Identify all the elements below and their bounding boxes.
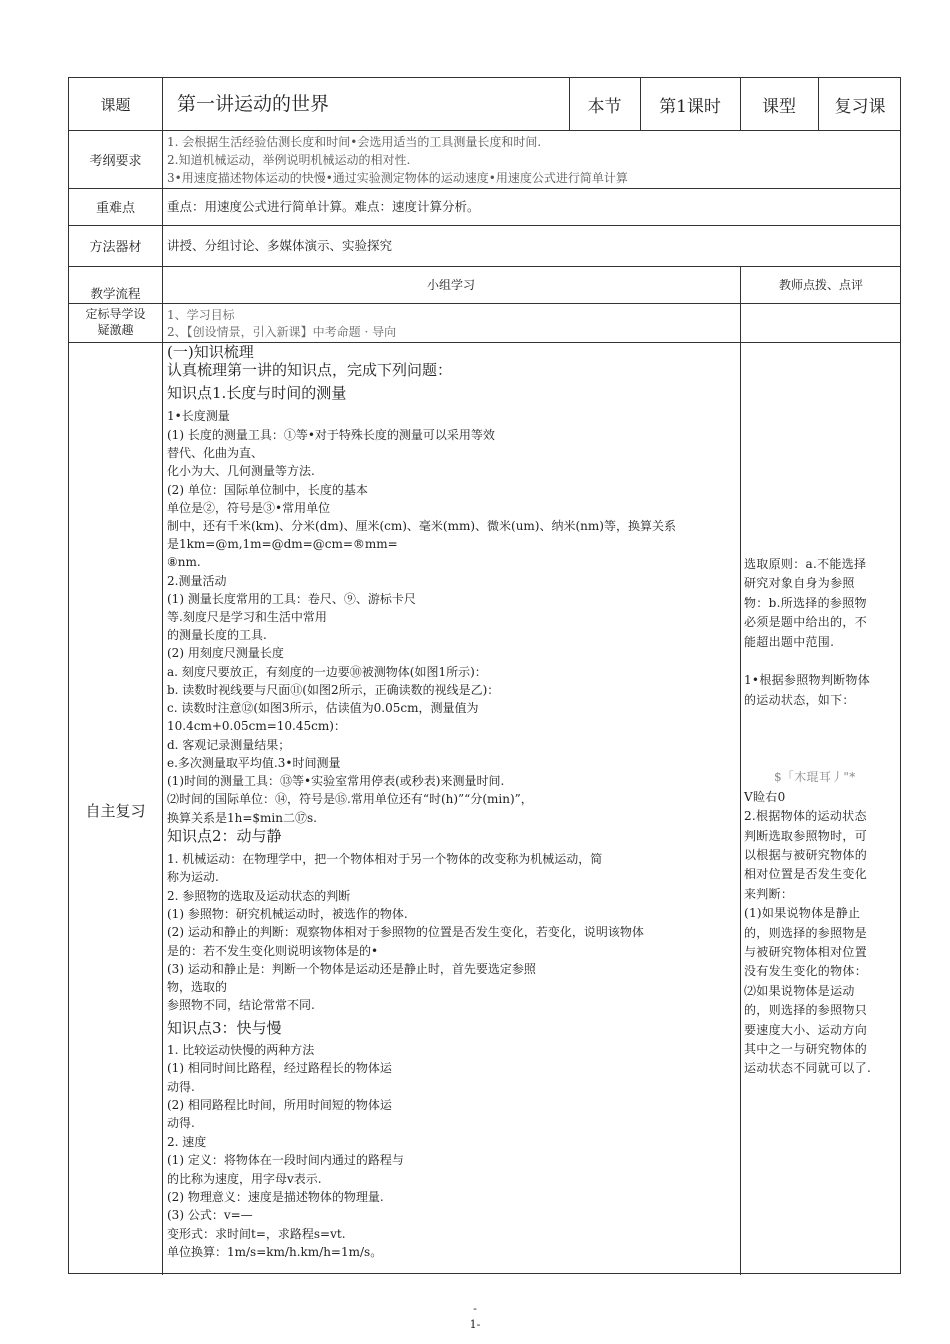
review-line: 变形式：求时间t=，求路程s=vt.	[167, 1227, 346, 1241]
review-line: (2) 用刻度尺测量长度	[167, 646, 284, 660]
lesson-plan-table	[68, 77, 901, 1274]
review-line: 2. 速度	[167, 1135, 207, 1149]
review-line: d. 客观记录测量结果；	[167, 738, 291, 752]
teacher-note-line: 的，则选择的参照物是	[744, 926, 868, 940]
review-line: (1) 测量长度常用的工具：卷尺、⑨、游标卡尺	[167, 592, 416, 606]
teacher-note-line: ⑵如果说物体是运动	[744, 984, 855, 998]
flow-label: 教学流程	[90, 286, 141, 301]
requirement-line: 3•用速度描述物体运动的快慢•通过实验测定物体的运动速度•用速度公式进行简单计算	[167, 171, 628, 185]
review-line: 认真梳理第一讲的知识点，完成下列问题：	[167, 361, 453, 379]
teacher-note-line: 运动状态不同就可以了.	[744, 1061, 872, 1075]
review-line: 物，选取的	[167, 980, 228, 994]
type-value: 复习课	[834, 96, 886, 117]
teacher-note-line: 判断选取参照物时，可	[744, 829, 868, 843]
review-line: 等.刻度尺是学习和生活中常用	[167, 610, 327, 624]
lesson-label: 课题	[100, 95, 131, 114]
teacher-note-line: 要速度大小、运动方向	[744, 1023, 868, 1037]
methods-label: 方法器材	[89, 240, 142, 255]
requirement-line: 1. 会根据生活经验估测长度和时间•会选用适当的工具测量长度和时间.	[167, 135, 542, 149]
review-line: (3) 公式：v=—	[167, 1208, 253, 1222]
review-line: 动得.	[167, 1116, 195, 1130]
review-line: 替代、化曲为直、	[167, 446, 264, 460]
review-line: 1. 比较运动快慢的两种方法	[167, 1043, 315, 1057]
review-line: 动得.	[167, 1080, 195, 1094]
review-line: 单位是②，符号是③•常用单位	[167, 501, 331, 515]
guide-label-line: 定标导学设	[85, 307, 146, 321]
review-line: (1) 参照物：研究机械运动时，被选作的物体.	[167, 907, 408, 921]
teacher-note-line: 其中之一与研究物体的	[744, 1042, 868, 1056]
teacher-note-line: (1)如果说物体是静止	[744, 906, 861, 920]
review-line: a. 刻度尺要放正，有刻度的一边要⑩被测物体(如图1所示)：	[167, 665, 487, 679]
review-line: 1. 机械运动：在物理学中，把一个物体相对于另一个物体的改变称为机械运动，简	[167, 852, 603, 866]
period-value: 第1课时	[659, 96, 721, 117]
teacher-note-line: 能超出题中范围.	[744, 635, 835, 649]
review-line: 10.4cm+0.05cm=10.45cm)：	[167, 719, 346, 733]
guide-label	[69, 306, 162, 338]
keypoints-label: 重难点	[95, 201, 135, 216]
review-line: (1) 相同时间比路程，经过路程长的物体运	[167, 1061, 392, 1075]
review-line: 是的：若不发生变化则说明该物体是的•	[167, 944, 379, 958]
teacher-note-line: V睑右0	[744, 790, 786, 804]
lesson-title: 第一讲运动的世界	[177, 93, 330, 115]
guide-line: 2、【创设情景，引入新课】中考命题 · 导向	[167, 325, 397, 339]
guide-line: 1、学习目标	[167, 308, 235, 322]
methods-text: 讲授、分组讨论、多媒体演示、实验探究	[167, 238, 393, 253]
teacher-note-line: 以根据与被研究物体的	[744, 848, 868, 862]
review-line: 制中，还有千米(km)、分米(dm)、厘米(cm)、毫米(mm)、微米(um)、纳米(nm)等，换算关系	[167, 519, 676, 533]
guide-label-line: 疑激趣	[97, 323, 134, 337]
review-line: 2.测量活动	[167, 574, 227, 588]
review-line: 是1km=@m,1m=@dm=@cm=®mm=	[167, 537, 398, 551]
teacher-note-line: 相对位置是否发生变化	[744, 867, 868, 881]
review-line: (2) 单位：国际单位制中，长度的基本	[167, 483, 368, 497]
review-line: (1) 定义：将物体在一段时间内通过的路程与	[167, 1153, 404, 1167]
review-line: 化小为大、几何测量等方法.	[167, 464, 315, 478]
review-line: 知识点2：动与静	[167, 827, 282, 845]
teacher-note-line: 选取原则：a.不能选择	[744, 557, 867, 571]
review-line: ⑧nm.	[167, 555, 201, 569]
review-line: (2) 物理意义：速度是描述物体的物理量.	[167, 1190, 384, 1204]
teacher-note-line: 没有发生变化的物体：	[744, 964, 868, 978]
teacher-note-line: 物：b.所选择的参照物	[744, 596, 867, 610]
review-line: 称为运动.	[167, 870, 219, 884]
requirements-label: 考纲要求	[89, 153, 142, 169]
teacher-note-line: 的，则选择的参照物只	[744, 1003, 868, 1017]
review-line: 的比称为速度，用字母v表示.	[167, 1172, 322, 1186]
review-line: 2. 参照物的选取及运动状态的判断	[167, 889, 351, 903]
teacher-note-line: 研究对象自身为参照	[744, 576, 855, 590]
review-line: b. 读数时视线要与尺面⑪(如图2所示，正确读数的视线是乙)：	[167, 683, 500, 697]
review-line: (1) 长度的测量工具：①等•对于特殊长度的测量可以采用等效	[167, 428, 495, 442]
type-label: 课型	[762, 96, 796, 117]
section-label: 本节	[587, 96, 622, 117]
teacher-note-line: $「木琨耳丿"*	[774, 770, 856, 784]
review-line: 知识点1.长度与时间的测量	[167, 384, 347, 402]
review-line: c. 读数时注意⑫(如图3所示，估读值为0.05cm，测量值为	[167, 701, 479, 715]
teacher-note-line: 与被研究物体相对位置	[744, 945, 868, 959]
review-line: (2) 运动和静止的判断：观察物体相对于参照物的位置是否发生变化，若变化，说明该物体	[167, 925, 644, 939]
teacher-note-line: 2.根据物体的运动状态	[744, 809, 867, 823]
self-review-label: 自主复习	[85, 802, 146, 820]
keypoints-text: 重点：用速度公式进行简单计算。难点：速度计算分析。	[167, 199, 480, 214]
review-line: 单位换算：1m/s=km/h.km/h=1m/s。	[167, 1245, 383, 1259]
page-number: 1-	[469, 1318, 481, 1331]
review-line: (一)知识梳理	[167, 343, 254, 361]
footer-dash: -	[473, 1302, 477, 1315]
group-study-label: 小组学习	[426, 278, 475, 292]
review-line: (2) 相同路程比时间，所用时间短的物体运	[167, 1098, 392, 1112]
review-line: (3) 运动和静止是：判断一个物体是运动还是静止时，首先要选定参照	[167, 962, 536, 976]
teacher-note-line: 必须是题中给出的，不	[744, 615, 868, 629]
teacher-note-line: 来判断：	[744, 887, 794, 901]
review-line: 换算关系是1h=$min二⑰s.	[167, 811, 317, 825]
teacher-note-line: 1•根据参照物判断物体	[744, 673, 871, 687]
review-line: (1)时间的测量工具：⑬等•实验室常用停表(或秒表)来测量时间.	[167, 774, 505, 788]
teacher-comment-label: 教师点拨、点评	[778, 278, 863, 292]
requirement-line: 2.知道机械运动，举例说明机械运动的相对性.	[167, 153, 411, 167]
teacher-note-line: 的运动状态，如下：	[744, 693, 855, 707]
review-line: 1•长度测量	[167, 409, 230, 423]
review-line: 的测量长度的工具.	[167, 628, 267, 642]
review-line: 参照物不同，结论常常不同.	[167, 998, 315, 1012]
review-line: e.多次测量取平均值.3•时间测量	[167, 756, 341, 770]
review-line: ⑵时间的国际单位：⑭，符号是⑮.常用单位还有“时(h)”“分(min)”，	[167, 792, 533, 806]
review-line: 知识点3：快与慢	[167, 1019, 282, 1037]
